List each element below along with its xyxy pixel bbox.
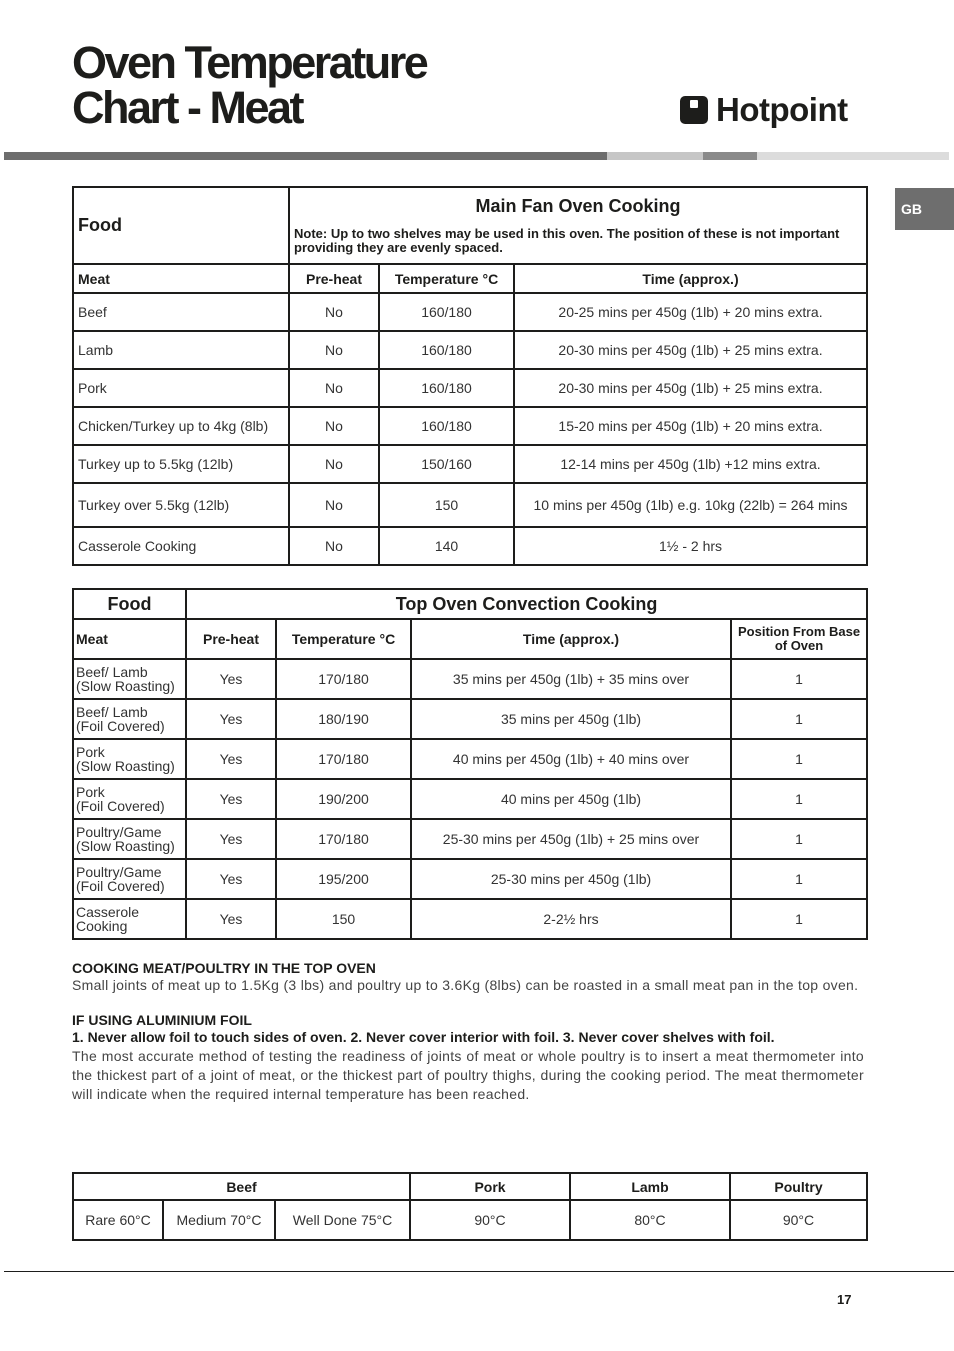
- temperature-cell: 170/180: [276, 819, 411, 859]
- meat-name: Beef/ Lamb: [76, 664, 148, 680]
- meat-method: (Foil Covered): [76, 718, 165, 734]
- page-number: 17: [837, 1292, 852, 1307]
- top-oven-title-text: Top Oven Convection Cooking: [395, 593, 658, 614]
- temperature-cell: 190/200: [276, 779, 411, 819]
- temperature-cell: 160/180: [379, 331, 514, 369]
- poultry-value: 90°C: [730, 1200, 867, 1240]
- meat-method: (Slow Roasting): [76, 838, 175, 854]
- time-cell: 25-30 mins per 450g (1lb): [411, 859, 731, 899]
- pork-header: Pork: [410, 1173, 570, 1200]
- time-cell: 35 mins per 450g (1lb): [411, 699, 731, 739]
- meat-cell: [73, 739, 186, 779]
- time-cell: 35 mins per 450g (1lb) + 35 mins over: [411, 659, 731, 699]
- col-header-meat: Meat: [73, 619, 186, 659]
- temperature-cell: 160/180: [379, 369, 514, 407]
- meat-cell: Turkey over 5.5kg (12lb): [73, 483, 289, 527]
- meat-method: (Slow Roasting): [76, 678, 175, 694]
- col-header-time: Time (approx.): [411, 619, 731, 659]
- meat-cell: Lamb: [73, 331, 289, 369]
- temperature-cell: 150/160: [379, 445, 514, 483]
- meat-method: (Foil Covered): [76, 798, 165, 814]
- main-fan-note: Note: Up to two shelves may be used in this oven. The position of these is not important providing they are evenly spaced.: [294, 226, 840, 255]
- meat-method: Cooking: [76, 918, 128, 934]
- meat-cell: [73, 899, 186, 939]
- col-header-preheat: Pre-heat: [289, 264, 379, 293]
- preheat-cell: No: [289, 407, 379, 445]
- temperature-cell: 150: [276, 899, 411, 939]
- table-row: [73, 483, 867, 527]
- meat-cell: [73, 819, 186, 859]
- meat-cell: Turkey up to 5.5kg (12lb): [73, 445, 289, 483]
- preheat-cell: Yes: [186, 899, 276, 939]
- food-header: Food: [73, 187, 289, 264]
- header-bar-segment-2: [607, 152, 703, 160]
- meat-method: (Foil Covered): [76, 878, 165, 894]
- title-line-1: Oven Temperature: [72, 37, 427, 88]
- title-line-2: Chart - Meat: [72, 82, 303, 133]
- preheat-cell: No: [289, 483, 379, 527]
- position-cell: 1: [731, 739, 867, 779]
- beef-header: Beef: [73, 1173, 410, 1200]
- table-row: [73, 445, 867, 483]
- table-row: [73, 819, 867, 859]
- meat-cell: [73, 699, 186, 739]
- temperature-cell: 150: [379, 483, 514, 527]
- time-cell: 20-25 mins per 450g (1lb) + 20 mins extra.: [514, 293, 867, 331]
- time-cell: 20-30 mins per 450g (1lb) + 25 mins extra.: [514, 369, 867, 407]
- time-cell: 20-30 mins per 450g (1lb) + 25 mins extra.: [514, 331, 867, 369]
- main-fan-title: Main Fan Oven Cooking: [475, 196, 681, 216]
- col-header-temperature: Temperature °C: [379, 264, 514, 293]
- top-oven-title: [186, 589, 867, 619]
- meat-cell: Casserole Cooking: [73, 527, 289, 565]
- footer-divider: [4, 1271, 954, 1272]
- temperature-cell: 170/180: [276, 739, 411, 779]
- preheat-cell: No: [289, 369, 379, 407]
- preheat-cell: Yes: [186, 659, 276, 699]
- table-row: [73, 779, 867, 819]
- lamb-header: Lamb: [570, 1173, 730, 1200]
- time-cell: 1½ - 2 hrs: [514, 527, 867, 565]
- beef-rare-value: Rare 60°C: [73, 1200, 163, 1240]
- thermometer-text: The most accurate method of testing the readiness of joints of meat or whole poultry is to insert a meat thermometer into the thickest part of a joint of meat, or the thickest part of poultry thighs, during the cooking period. The meat thermometer will indicate when the required internal temperature has been reached.: [72, 1048, 864, 1102]
- temperature-cell: 195/200: [276, 859, 411, 899]
- preheat-cell: Yes: [186, 699, 276, 739]
- header-bar-segment-4: [757, 152, 949, 160]
- table-row: [73, 659, 867, 699]
- preheat-cell: Yes: [186, 819, 276, 859]
- position-cell: 1: [731, 659, 867, 699]
- internal-temperature-table: [72, 1172, 868, 1241]
- main-fan-oven-table: [72, 186, 868, 566]
- table-row: [73, 699, 867, 739]
- time-cell: 12-14 mins per 450g (1lb) +12 mins extra.: [514, 445, 867, 483]
- language-tab: GB: [895, 188, 954, 230]
- meat-name: Pork: [76, 744, 105, 760]
- main-fan-header: [289, 187, 867, 264]
- time-cell: 2-2½ hrs: [411, 899, 731, 939]
- time-cell: 40 mins per 450g (1lb) + 40 mins over: [411, 739, 731, 779]
- preheat-cell: No: [289, 293, 379, 331]
- time-cell: 15-20 mins per 450g (1lb) + 20 mins extra.: [514, 407, 867, 445]
- hotpoint-logo-icon: [680, 96, 708, 124]
- table-row: [73, 369, 867, 407]
- preheat-cell: No: [289, 445, 379, 483]
- preheat-cell: Yes: [186, 859, 276, 899]
- hotpoint-logo: [680, 92, 848, 128]
- temperature-cell: 140: [379, 527, 514, 565]
- temperature-cell: 170/180: [276, 659, 411, 699]
- meat-method: (Slow Roasting): [76, 758, 175, 774]
- meat-cell: [73, 859, 186, 899]
- header-bar-segment-3: [703, 152, 757, 160]
- beef-medium-value: Medium 70°C: [163, 1200, 275, 1240]
- meat-name: Poultry/Game: [76, 824, 162, 840]
- meat-cell: [73, 659, 186, 699]
- foil-heading: IF USING ALUMINIUM FOIL: [72, 1012, 252, 1028]
- col-header-time: Time (approx.): [514, 264, 867, 293]
- table-row: [73, 899, 867, 939]
- food-header: Food: [73, 589, 186, 619]
- preheat-cell: No: [289, 331, 379, 369]
- position-cell: 1: [731, 819, 867, 859]
- preheat-cell: Yes: [186, 739, 276, 779]
- meat-name: Beef/ Lamb: [76, 704, 148, 720]
- lamb-value: 80°C: [570, 1200, 730, 1240]
- header-bar-segment-1: [4, 152, 607, 160]
- meat-cell: Pork: [73, 369, 289, 407]
- poultry-header: Poultry: [730, 1173, 867, 1200]
- table-row: [73, 859, 867, 899]
- time-cell: 25-30 mins per 450g (1lb) + 25 mins over: [411, 819, 731, 859]
- position-cell: 1: [731, 899, 867, 939]
- preheat-cell: No: [289, 527, 379, 565]
- temperature-cell: 160/180: [379, 293, 514, 331]
- table-row: [73, 527, 867, 565]
- table-row: [73, 739, 867, 779]
- table-row: [73, 407, 867, 445]
- top-oven-note-heading: COOKING MEAT/POULTRY IN THE TOP OVEN: [72, 960, 376, 976]
- position-cell: 1: [731, 699, 867, 739]
- time-cell: 10 mins per 450g (1lb) e.g. 10kg (22lb) = 264 mins: [514, 483, 867, 527]
- meat-name: Poultry/Game: [76, 864, 162, 880]
- page-title: [72, 37, 427, 133]
- table-row: [73, 331, 867, 369]
- temperature-cell: 180/190: [276, 699, 411, 739]
- col-header-meat: Meat: [73, 264, 289, 293]
- preheat-cell: Yes: [186, 779, 276, 819]
- meat-name: Casserole: [76, 904, 140, 920]
- table-row: [73, 293, 867, 331]
- meat-name: Pork: [76, 784, 105, 800]
- notes-section: [72, 960, 864, 1104]
- temperature-cell: 160/180: [379, 407, 514, 445]
- top-oven-note-text: Small joints of meat up to 1.5Kg (3 lbs) and poultry up to 3.6Kg (8lbs) can be roasted in a small meat pan in the top oven.: [72, 977, 859, 993]
- foil-warning: 1. Never allow foil to touch sides of oven. 2. Never cover interior with foil. 3. Never cover shelves with foil.: [72, 1029, 775, 1045]
- col-header-preheat: Pre-heat: [186, 619, 276, 659]
- time-cell: 40 mins per 450g (1lb): [411, 779, 731, 819]
- beef-well-done-value: Well Done 75°C: [275, 1200, 410, 1240]
- position-cell: 1: [731, 859, 867, 899]
- top-oven-table: [72, 588, 868, 940]
- position-cell: 1: [731, 779, 867, 819]
- col-header-position: Position From Base of Oven: [731, 619, 867, 659]
- meat-cell: Beef: [73, 293, 289, 331]
- pork-value: 90°C: [410, 1200, 570, 1240]
- meat-cell: [73, 779, 186, 819]
- brand-name: Hotpoint: [716, 91, 848, 128]
- meat-cell: Chicken/Turkey up to 4kg (8lb): [73, 407, 289, 445]
- col-header-temperature: Temperature °C: [276, 619, 411, 659]
